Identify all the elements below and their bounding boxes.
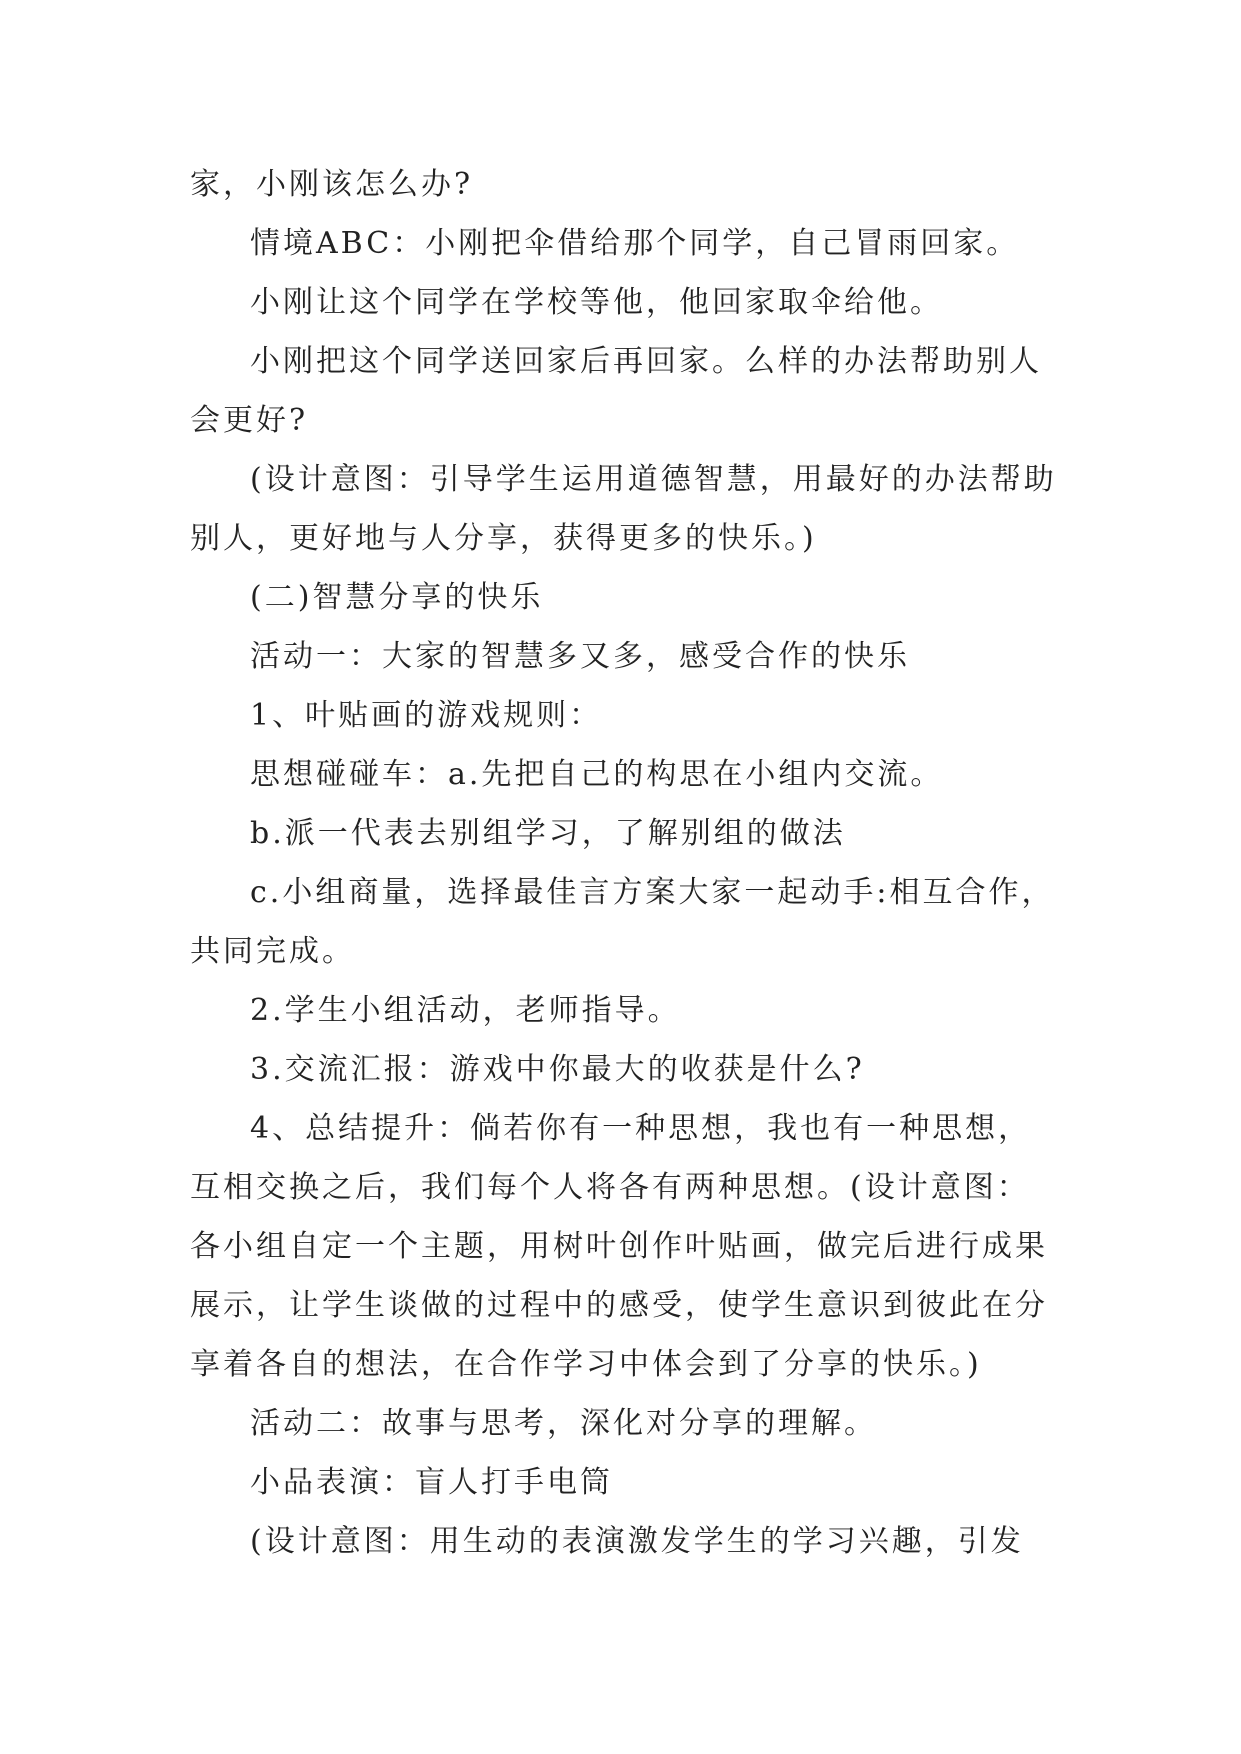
- paragraph: c.小组商量，选择最佳言方案大家一起动手:相互合作，共同完成。: [190, 875, 1055, 969]
- paragraph: 小刚把这个同学送回家后再回家。么样的办法帮助别人会更好?: [190, 344, 1042, 438]
- paragraph: 1、叶贴画的游戏规则：: [250, 698, 603, 733]
- paragraph: (设计意图：引导学生运用道德智慧，用最好的办法帮助别人，更好地与人分享，获得更多的快乐。): [190, 462, 1057, 556]
- document-body: [190, 155, 1060, 1571]
- paragraph: 4、总结提升：倘若你有一种思想，我也有一种思想，互相交换之后，我们每个人将各有两种思想。(设计意图：各小组自定一个主题，用树叶创作叶贴画，做完后进行成果展示，让学生谈做的过程中的感受，使学生意识到彼此在分享着各自的想法，在合作学习中体会到了分享的快乐。): [190, 1111, 1048, 1382]
- paragraph: 小刚让这个同学在学校等他，他回家取伞给他。: [250, 285, 943, 320]
- paragraph: 家，小刚该怎么办?: [190, 167, 474, 202]
- paragraph: 思想碰碰车：a.先把自己的构思在小组内交流。: [250, 757, 944, 792]
- paragraph: 活动一：大家的智慧多又多，感受合作的快乐: [250, 639, 910, 674]
- section-heading: (二)智慧分享的快乐: [250, 580, 544, 615]
- paragraph: 2.学生小组活动，老师指导。: [250, 993, 681, 1028]
- paragraph: (设计意图：用生动的表演激发学生的学习兴趣，引发: [250, 1524, 1024, 1559]
- paragraph: b.派一代表去别组学习，了解别组的做法: [250, 816, 846, 851]
- paragraph: 小品表演：盲人打手电筒: [250, 1465, 613, 1500]
- paragraph: 情境ABC：小刚把伞借给那个同学，自己冒雨回家。: [250, 226, 1020, 261]
- paragraph: 活动二：故事与思考，深化对分享的理解。: [250, 1406, 877, 1441]
- paragraph: 3.交流汇报：游戏中你最大的收获是什么?: [250, 1052, 865, 1087]
